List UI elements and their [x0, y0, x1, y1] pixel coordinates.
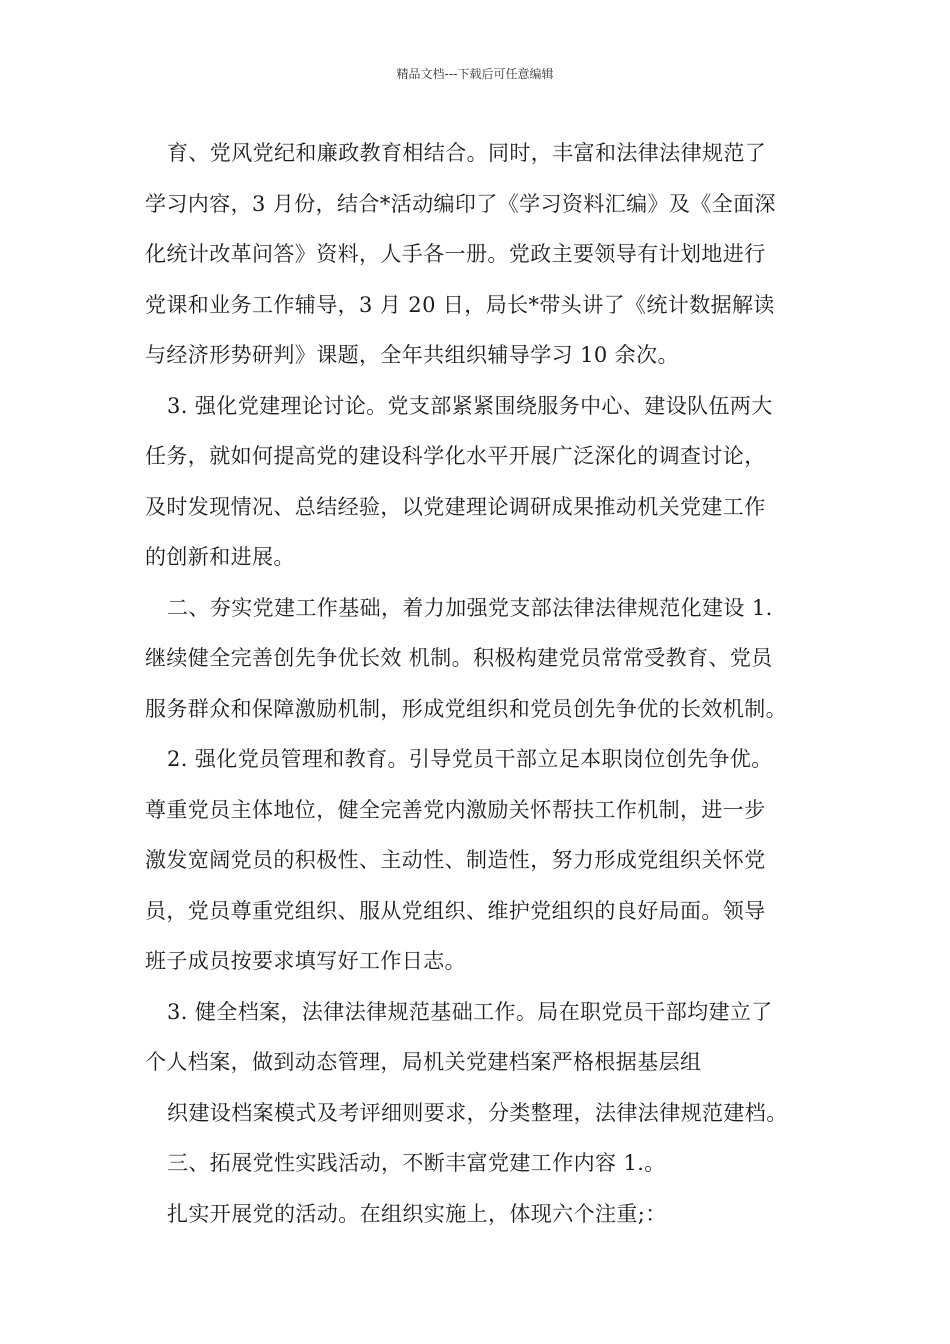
text-line: 化统计改革问答》资料，人手各一册。党政主要领导有计划地进行: [145, 242, 766, 266]
text-line: 织建设档案模式及考评细则要求，分类整理，法律法律规范建档。: [167, 1100, 788, 1125]
text-line: 员，党员尊重党组织、服从党组织、维护党组织的良好局面。领导: [145, 898, 766, 923]
text-line: 2. 强化党员管理和教育。引导党员干部立足本职岗位创先争优。: [167, 747, 773, 771]
text-line: 与经济形势研判》课题，全年共组织辅导学习 10 余次。: [145, 343, 679, 367]
text-line: 三、拓展党性实践活动，不断丰富党建工作内容 1.。: [167, 1151, 666, 1175]
text-line: 的创新和进展。: [145, 545, 295, 569]
text-line: 3. 强化党建理论讨论。党支部紧紧围绕服务中心、建设队伍两大: [167, 393, 773, 418]
text-line: 学习内容，3 月份，结合*活动编印了《学习资料汇编》及《全面深: [145, 191, 776, 216]
text-line: 育、党风党纪和廉政教育相结合。同时，丰富和法律法律规范了: [167, 141, 767, 165]
text-line: 党课和业务工作辅导，3 月 20 日，局长*带头讲了《统计数据解读: [145, 292, 775, 317]
text-line: 激发宽阔党员的积极性、主动性、制造性，努力形成党组织关怀党: [145, 848, 766, 872]
text-line: 扎实开展党的活动。在组织实施上，体现六个注重;：: [167, 1201, 667, 1226]
text-line: 3. 健全档案，法律法律规范基础工作。局在职党员干部均建立了: [167, 999, 773, 1024]
text-line: 二、夯实党建工作基础，着力加强党支部法律法律规范化建设 1.: [167, 595, 773, 620]
text-line: 及时发现情况、总结经验，以党建理论调研成果推动机关党建工作: [145, 494, 766, 519]
text-line: 继续健全完善创先争优长效 机制。积极构建党员常常受教育、党员: [145, 646, 773, 670]
text-line: 任务，就如何提高党的建设科学化水平开展广泛深化的调查讨论，: [145, 444, 766, 468]
text-line: 尊重党员主体地位，健全完善党内激励关怀帮扶工作机制，进一步: [145, 797, 766, 822]
document-body: [145, 128, 810, 1239]
text-line: 服务群众和保障激励机制，形成党组织和党员创先争优的长效机制。: [145, 696, 787, 721]
page-header: 精品文档---下载后可任意编辑: [396, 67, 554, 81]
text-line: 班子成员按要求填写好工作日志。: [145, 949, 466, 973]
text-line: 个人档案，做到动态管理，局机关党建档案严格根据基层组: [145, 1050, 702, 1074]
